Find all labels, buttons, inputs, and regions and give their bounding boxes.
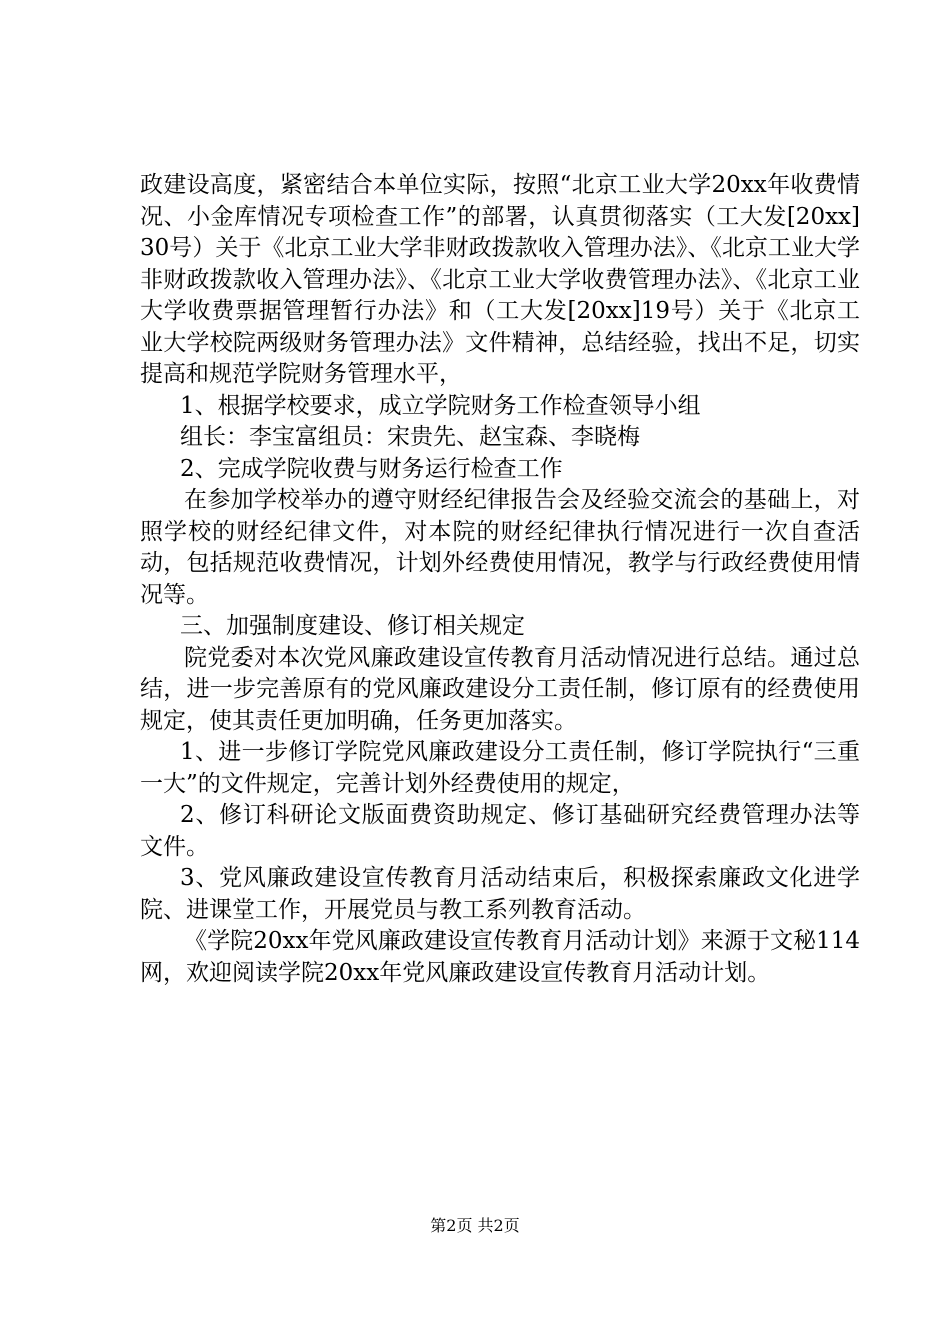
paragraph-summary: 院党委对本次党风廉政建设宣传教育月活动情况进行总结。通过总结，进一步完善原有的党风廉政建设分工责任制，修订原有的经费使用规定，使其责任更加明确，任务更加落实。 [140,644,860,734]
paragraph-revision-3: 3、党风廉政建设宣传教育月活动结束后，积极探索廉政文化进学院、进课堂工作，开展党员与教工系列教育活动。 [140,865,860,923]
page-number-footer: 第2页 共2页 [430,1216,520,1235]
paragraph-item-1-heading: 1、根据学校要求，成立学院财务工作检查领导小组 [180,392,701,419]
paragraph-self-inspection: 在参加学校举办的遵守财经纪律报告会及经验交流会的基础上，对照学校的财经纪律文件，对本院的财经纪律执行情况进行一次自查活动，包括规范收费情况，计划外经费使用情况，教学与行政经费使用情况等。 [140,487,860,608]
paragraph-source-note: 《学院20xx年党风廉政建设宣传教育月活动计划》来源于文秘114网，欢迎阅读学院20xx年党风廉政建设宣传教育月活动计划。 [140,928,860,986]
paragraph-continuation: 政建设高度，紧密结合本单位实际，按照“北京工业大学20xx年收费情况、小金库情况专项检查工作”的部署，认真贯彻落实（工大发[20xx]30号）关于《北京工业大学非财政拨款收入管理办法》、《北京工业大学非财政拨款收入管理办法》、《北京工业大学收费管理办法》、《北京工业大学收费票据管理暂行办法》和（工大发[20xx]19号）关于《北京工业大学校院两级财务管理办法》文件精神，总结经验，找出不足，切实提高和规范学院财务管理水平， [140,172,860,387]
paragraph-section-3-heading: 三、加强制度建设、修订相关规定 [180,613,525,639]
paragraph-revision-2: 2、修订科研论文版面费资助规定、修订基础研究经费管理办法等文件。 [140,802,860,860]
paragraph-team-members: 组长：李宝富组员：宋贵先、赵宝森、李晓梅 [180,424,640,450]
paragraph-item-2-heading: 2、完成学院收费与财务运行检查工作 [180,455,563,482]
paragraph-revision-1: 1、进一步修订学院党风廉政建设分工责任制，修订学院执行“三重一大”的文件规定，完善计划外经费使用的规定， [140,739,860,797]
document-body [140,170,860,989]
